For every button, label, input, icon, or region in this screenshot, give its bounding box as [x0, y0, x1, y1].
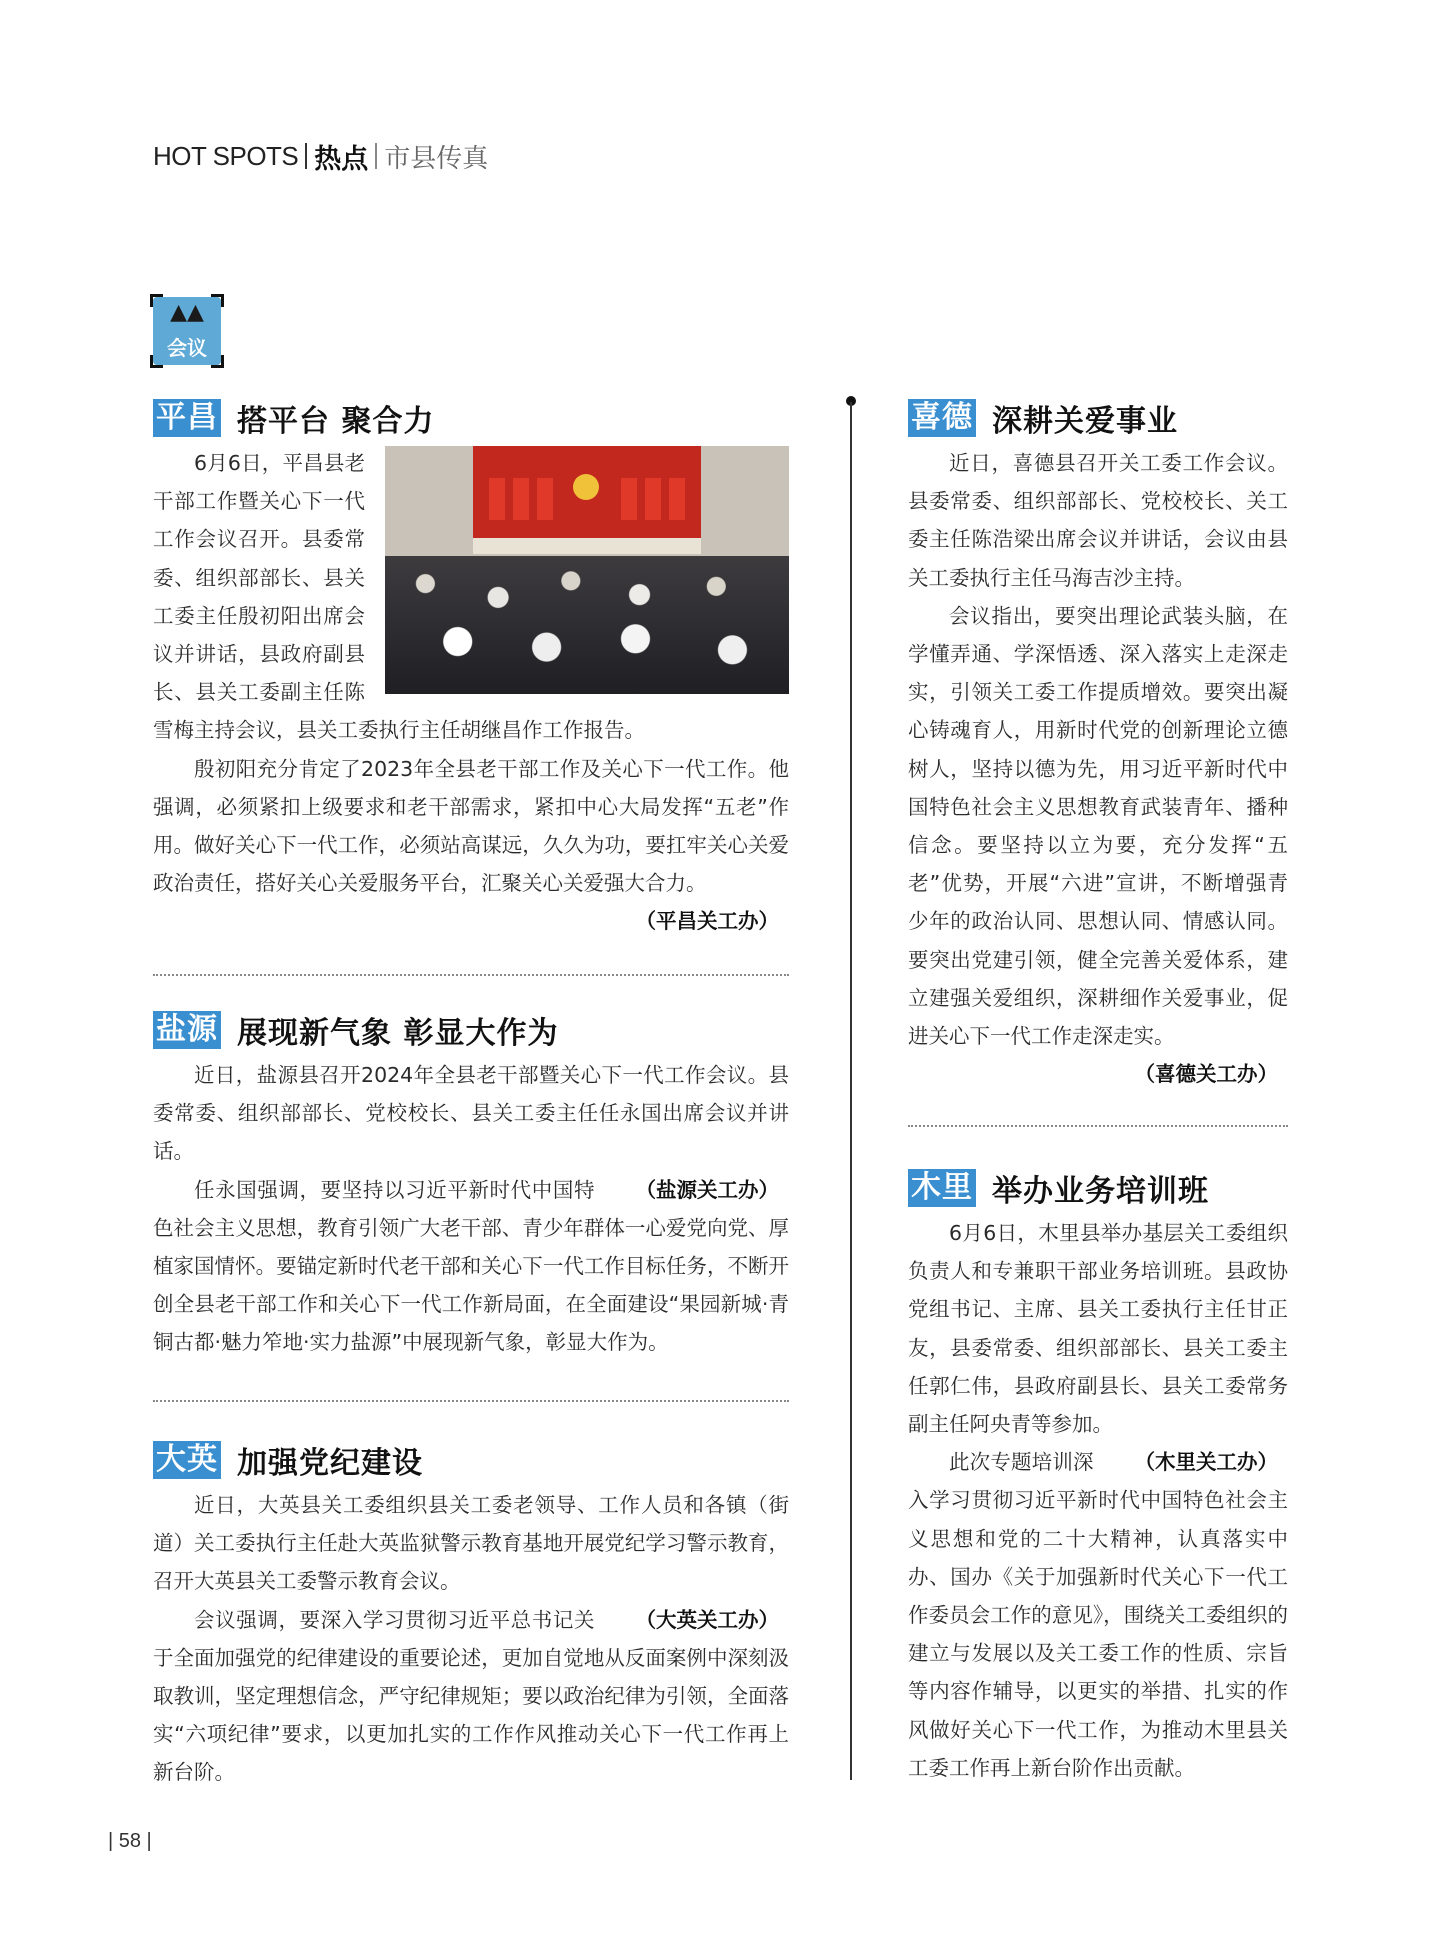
article-body: [153, 1486, 789, 1792]
paragraph: 6月6日，木里县举办基层关工委组织负责人和专兼职干部业务培训班。县政协党组书记、主席、县关工委执行主任甘正友，县委常委、组织部部长、县关工委主任郭仁伟，县政府副县长、县关工委常务副主任阿央青等参加。: [908, 1221, 1288, 1437]
article-source: （大英关工办）: [635, 1607, 779, 1632]
location-tag: 喜德: [908, 399, 976, 437]
header-separator: [305, 143, 307, 169]
article-title: 深耕关爱事业: [992, 404, 1178, 439]
article-title-row: [908, 1168, 1288, 1208]
paragraph: （大英关工办） 会议强调，要深入学习贯彻习近平总书记关于全面加强党的纪律建设的重要论述，更加自觉地从反面案例中深刻汲取教训，坚定理想信念，严守纪律规矩；要以政治纪律为引领，全面落实“六项纪律”要求，以更加扎实的工作作风推动关心下一代工作再上新台阶。: [153, 1601, 789, 1792]
article-pingchang: [153, 398, 789, 940]
article-title: 加强党纪建设: [237, 1446, 423, 1481]
article-body: [153, 444, 789, 940]
location-tag: 大英: [153, 1441, 221, 1479]
article-title: 搭平台 聚合力: [237, 404, 435, 439]
page-header: [153, 138, 488, 174]
article-daying: [153, 1440, 789, 1792]
party-emblem-icon: [573, 474, 599, 500]
paragraph: 6月6日，平昌县老干部工作暨关心下一代工作会议召开。县委常委、组织部部长、县关工委主任殷初阳出席会议并讲话，县政府副县长、县关工委副主任陈雪梅主持会议，县关工委执行主任胡继昌作工作报告。: [153, 451, 645, 743]
article-source: （木里关工办）: [1134, 1450, 1278, 1475]
article-title-row: [908, 398, 1288, 438]
section-divider: [908, 1125, 1288, 1127]
article-source: （盐源关工办）: [635, 1177, 779, 1202]
article-title-row: [153, 1010, 789, 1050]
article-body: [153, 1056, 789, 1362]
paragraph: （木里关工办） 此次专题培训深入学习贯彻习近平新时代中国特色社会主义思想和党的二十大精神，认真落实中办、国办《关于加强新时代关心下一代工作委员会工作的意见》，围绕关工委组织的建立与发展以及关工委工作的性质、宗旨等内容作辅导，以更实的举措、扎实的作风做好关心下一代工作，为推动木里县关工委工作再上新台阶作出贡献。: [908, 1443, 1288, 1787]
header-separator: [375, 143, 377, 169]
article-title-row: [153, 1440, 789, 1480]
column-divider: [850, 402, 852, 1780]
article-body: [908, 444, 1288, 1093]
paragraph: 会议指出，要突出理论武装头脑，在学懂弄通、学深悟透、深入落实上走深走实，引领关工委工作提质增效。要突出凝心铸魂育人，用新时代党的创新理论立德树人，坚持以德为先，用习近平新时代中国特色社会主义思想教育武装青年、播种信念。要坚持以立为要，充分发挥“五老”优势，开展“六进”宣讲，不断增强青少年的政治认同、思想认同、情感认同。要突出党建引领，健全完善关爱体系，建立建强关爱组织，深耕细作关爱事业，促进关心下一代工作走深走实。: [908, 603, 1288, 1049]
article-title-row: [153, 398, 789, 438]
page-number: | 58 |: [108, 1830, 152, 1852]
meeting-photo: [385, 446, 789, 694]
article-source: （平昌关工办）: [635, 909, 779, 934]
article-muli: [908, 1168, 1288, 1787]
article-title: 举办业务培训班: [992, 1174, 1209, 1209]
paragraph: 近日，盐源县召开2024年全县老干部暨关心下一代工作会议。县委常委、组织部部长、党校校长、县关工委主任任永国出席会议并讲话。: [153, 1063, 789, 1164]
paragraph: 殷初阳充分肯定了2023年全县老干部工作及关心下一代工作。他强调，必须紧扣上级要求和老干部需求，紧扣中心大局发挥“五老”作用。做好关心下一代工作，必须站高谋远，久久为功，要扛牢关心关爱政治责任，搭好关心关爱服务平台，汇聚关心关爱强大合力。: [153, 756, 789, 896]
badge-label: 会议: [167, 336, 207, 360]
location-tag: 木里: [908, 1169, 976, 1207]
article-xide: [908, 398, 1288, 1093]
paragraph: 近日，大英县关工委组织县关工委老领导、工作人员和各镇（街道）关工委执行主任赴大英监狱警示教育基地开展党纪学习警示教育，召开大英县关工委警示教育会议。: [153, 1493, 789, 1594]
header-english: HOT SPOTS: [153, 140, 299, 171]
paragraph: （盐源关工办） 任永国强调，要坚持以习近平新时代中国特色社会主义思想，教育引领广大老干部、青少年群体一心爱党向党、厚植家国情怀。要锚定新时代老干部和关心下一代工作目标任务，不断开创全县老干部工作和关心下一代工作新局面，在全面建设“果园新城·青铜古都·魅力笮地·实力盐源”中展现新气象，彰显大作为。: [153, 1171, 789, 1362]
location-tag: 盐源: [153, 1011, 221, 1049]
location-tag: 平昌: [153, 399, 221, 437]
header-hot-spots: 热点: [314, 143, 369, 175]
article-body: [908, 1214, 1288, 1787]
section-divider: [153, 974, 789, 976]
meeting-badge: [153, 297, 221, 365]
article-yanyuan: [153, 1010, 789, 1362]
header-section: 市县传真: [384, 143, 489, 174]
paragraph: 近日，喜德县召开关工委工作会议。县委常委、组织部部长、党校校长、关工委主任陈浩梁出席会议并讲话，会议由县关工委执行主任马海吉沙主持。: [908, 451, 1288, 590]
meeting-people-icon: ▲▲: [170, 300, 204, 325]
article-source: （喜德关工办）: [1134, 1062, 1278, 1087]
section-divider: [153, 1400, 789, 1402]
article-title: 展现新气象 彰显大作为: [237, 1016, 559, 1051]
